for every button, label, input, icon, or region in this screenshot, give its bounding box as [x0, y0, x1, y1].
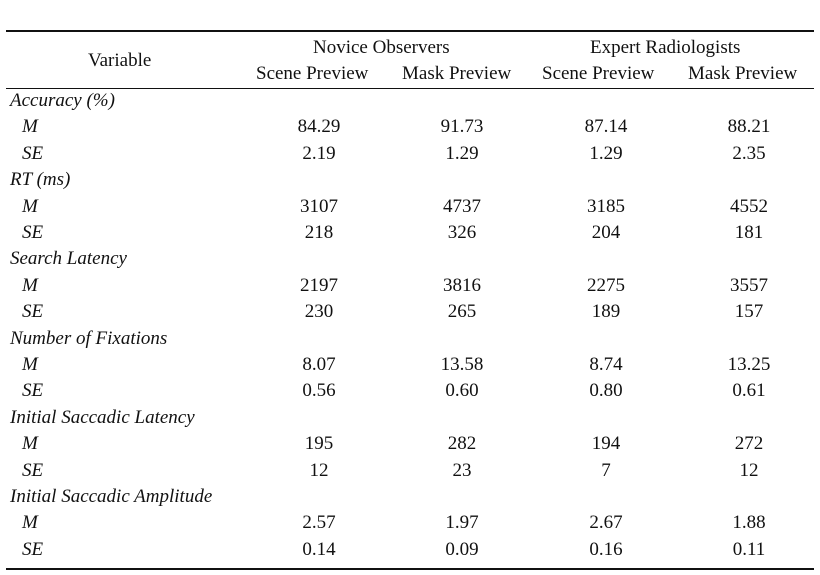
stat-label-se: SE [22, 538, 44, 560]
variable-label: Search Latency [10, 248, 127, 270]
table-cell: 0.80 [589, 380, 623, 402]
table-cell: 7 [601, 459, 611, 481]
variable-label: Number of Fixations [10, 327, 168, 349]
table-cell: 12 [309, 459, 329, 481]
table-cell: 326 [447, 222, 477, 243]
table-cell: 0.56 [302, 380, 336, 402]
variable-label: RT (ms) [10, 169, 71, 191]
table-cell: 1.88 [732, 512, 766, 534]
table-cell: 2.35 [732, 142, 766, 164]
novice-observers-header: Novice Observers [313, 37, 450, 58]
table-cell: 1.97 [445, 512, 479, 534]
variable-label: Initial Saccadic Amplitude [10, 486, 213, 507]
header-rule [6, 88, 814, 89]
table-cell: 13.58 [440, 354, 484, 375]
table-cell: 1.29 [589, 142, 623, 164]
table-cell: 218 [304, 222, 334, 243]
stat-label-se: SE [22, 301, 44, 323]
table-cell: 4552 [730, 195, 768, 217]
table-cell: 2.19 [302, 142, 336, 164]
expert-radiologists-header: Expert Radiologists [590, 37, 741, 58]
table-cell: 2.67 [589, 512, 623, 534]
stat-label-m: M [22, 195, 38, 217]
stat-label-m: M [22, 274, 38, 296]
table-cell: 230 [304, 301, 334, 323]
table-cell: 189 [591, 301, 621, 323]
stat-label-se: SE [22, 222, 44, 243]
top-rule [6, 30, 814, 32]
stat-label-se: SE [22, 380, 44, 402]
table-cell: 204 [591, 222, 621, 243]
variable-label: Accuracy (%) [10, 90, 115, 111]
stat-label-se: SE [22, 459, 44, 481]
table-cell: 1.29 [445, 142, 479, 164]
table-cell: 87.14 [584, 116, 628, 138]
stat-label-m: M [22, 512, 38, 534]
bottom-rule [6, 568, 814, 570]
table-cell: 3185 [587, 195, 625, 217]
table-cell: 91.73 [440, 116, 484, 138]
variable-label: Initial Saccadic Latency [10, 406, 195, 428]
table-cell: 0.11 [732, 538, 766, 560]
table-cell: 84.29 [297, 116, 341, 138]
stat-label-m: M [22, 354, 38, 375]
table-cell: 13.25 [727, 354, 771, 375]
variable-header: Variable [88, 50, 152, 71]
stat-label-se: SE [22, 142, 44, 164]
table-cell: 2.57 [302, 512, 336, 534]
table-cell: 12 [739, 459, 759, 481]
novice-mask-preview-header: Mask Preview [402, 63, 512, 84]
expert-scene-preview-header: Scene Preview [542, 63, 655, 84]
table-cell: 0.14 [302, 538, 336, 560]
expert-mask-preview-header: Mask Preview [688, 63, 798, 84]
table-cell: 282 [447, 433, 477, 455]
table-cell: 181 [734, 222, 764, 243]
stat-label-m: M [22, 116, 38, 138]
table-cell: 2275 [587, 274, 625, 296]
table-cell: 0.60 [445, 380, 479, 402]
table-cell: 8.07 [302, 354, 336, 375]
table-cell: 195 [304, 433, 334, 455]
table-cell: 8.74 [589, 354, 623, 375]
table-cell: 2197 [300, 274, 338, 296]
table-cell: 3107 [300, 195, 338, 217]
table-cell: 265 [447, 301, 477, 323]
table-cell: 3557 [730, 274, 768, 296]
stat-label-m: M [22, 433, 38, 455]
table-cell: 272 [734, 433, 764, 455]
table-cell: 0.09 [445, 538, 479, 560]
table-cell: 0.16 [589, 538, 623, 560]
table-cell: 0.61 [732, 380, 766, 402]
table-cell: 88.21 [727, 116, 771, 138]
table-cell: 157 [734, 301, 764, 323]
table-cell: 3816 [443, 274, 481, 296]
table-cell: 194 [591, 433, 621, 455]
novice-scene-preview-header: Scene Preview [256, 63, 369, 84]
table-cell: 23 [452, 459, 472, 481]
table-cell: 4737 [443, 195, 481, 217]
